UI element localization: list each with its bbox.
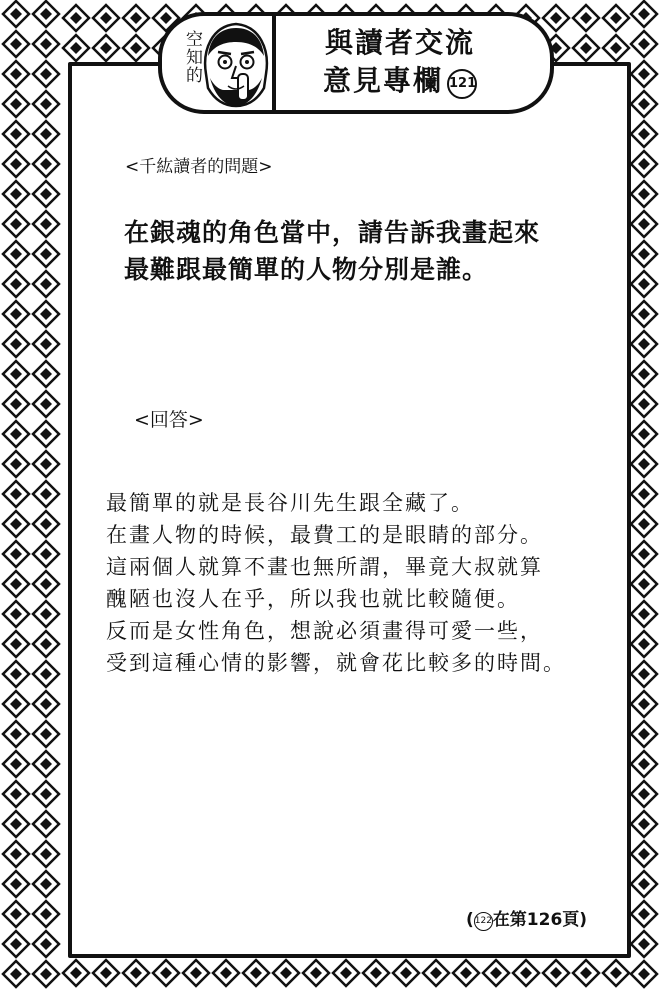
answer-line: 受到這種心情的影響，就會花比較多的時間。 <box>106 651 566 675</box>
continued-open-paren: ( <box>466 910 474 930</box>
author-side-label: 空知的 <box>182 30 202 84</box>
column-title-line2-row <box>280 62 520 100</box>
answer-line: 這兩個人就算不畫也無所謂，畢竟大叔就算 <box>106 555 543 579</box>
issue-number-badge: 121 <box>447 69 477 99</box>
answer-line: 在畫人物的時候，最費工的是眼睛的部分。 <box>106 523 543 547</box>
question-line: 在銀魂的角色當中，請告訴我畫起來 <box>124 218 541 247</box>
column-title <box>280 24 520 100</box>
answer-line: 最簡單的就是長谷川先生跟全藏了。 <box>106 491 474 515</box>
question-label: <千紘讀者的問題> <box>125 157 273 177</box>
answer-line: 醜陋也沒人在乎，所以我也就比較隨便。 <box>106 587 520 611</box>
question-line: 最難跟最簡單的人物分別是誰。 <box>124 255 489 284</box>
continued-page-text: 在第126頁) <box>492 910 588 930</box>
next-issue-badge: 122 <box>474 912 493 931</box>
question-text <box>124 214 604 288</box>
answer-line: 反而是女性角色，想說必須畫得可愛一些， <box>106 619 543 643</box>
author-portrait-icon <box>198 16 274 110</box>
column-title-line2: 意見專欄 <box>322 64 443 97</box>
answer-label: <回答> <box>134 409 204 431</box>
continued-note <box>466 905 587 931</box>
answer-text <box>106 487 626 679</box>
column-title-line1: 與讀者交流 <box>324 26 475 59</box>
